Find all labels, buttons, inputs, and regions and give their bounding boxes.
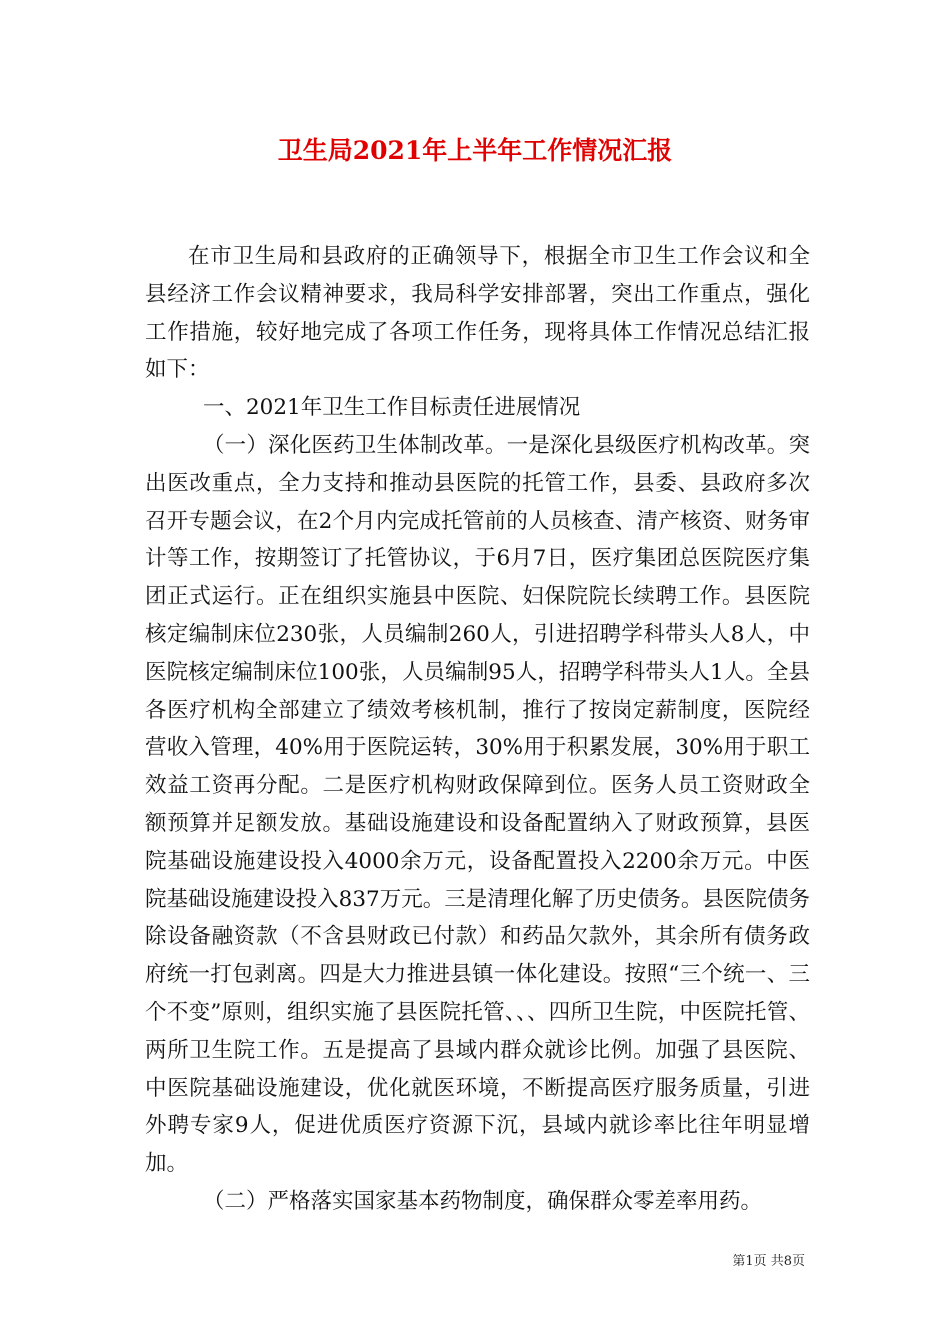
- document-body: [145, 238, 810, 1221]
- subsection-2-paragraph: （二）严格落实国家基本药物制度，确保群众零差率用药。: [203, 1188, 763, 1214]
- section-heading-1: 一、2021年卫生工作目标责任进展情况: [203, 395, 581, 421]
- page-number-footer: 第1页 共8页: [732, 1254, 805, 1269]
- intro-paragraph: 在市卫生局和县政府的正确领导下，根据全市卫生工作会议和全县经济工作会议精神要求，我局科学安排部署，突出工作重点，强化工作措施，较好地完成了各项工作任务，现将具体工作情况总结汇报如下：: [145, 244, 810, 383]
- document-title: 卫生局2021年上半年工作情况汇报: [277, 136, 673, 165]
- subsection-1-paragraph: （一）深化医药卫生体制改革。一是深化县级医疗机构改革。突出医改重点，全力支持和推动县医院的托管工作，县委、县政府多次召开专题会议，在2个月内完成托管前的人员核查、清产核资、财务审计等工作，按期签订了托管协议，于6月7日，医疗集团总医院医疗集团正式运行。正在组织实施县中医院、妇保院院长续聘工作。县医院核定编制床位230张，人员编制260人，引进招聘学科带头人8人，中医院核定编制床位100张，人员编制95人，招聘学科带头人1人。全县各医疗机构全部建立了绩效考核机制，推行了按岗定薪制度，医院经营收入管理，40%用于医院运转，30%用于积累发展，30%用于职工效益工资再分配。二是医疗机构财政保障到位。医务人员工资财政全额预算并足额发放。基础设施建设和设备配置纳入了财政预算，县医院基础设施建设投入4000余万元，设备配置投入2200余万元。中医院基础设施建设投入837万元。三是清理化解了历史债务。县医院债务除设备融资款（不含县财政已付款）和药品欠款外，其余所有债务政府统一打包剥离。四是大力推进县镇一体化建设。按照“三个统一、三个不变”原则，组织实施了县医院托管、、、四所卫生院，中医院托管、两所卫生院工作。五是提高了县域内群众就诊比例。加强了县医院、中医院基础设施建设，优化就医环境，不断提高医疗服务质量，引进外聘专家9人，促进优质医疗资源下沉，县域内就诊率比往年明显增加。: [145, 432, 810, 1177]
